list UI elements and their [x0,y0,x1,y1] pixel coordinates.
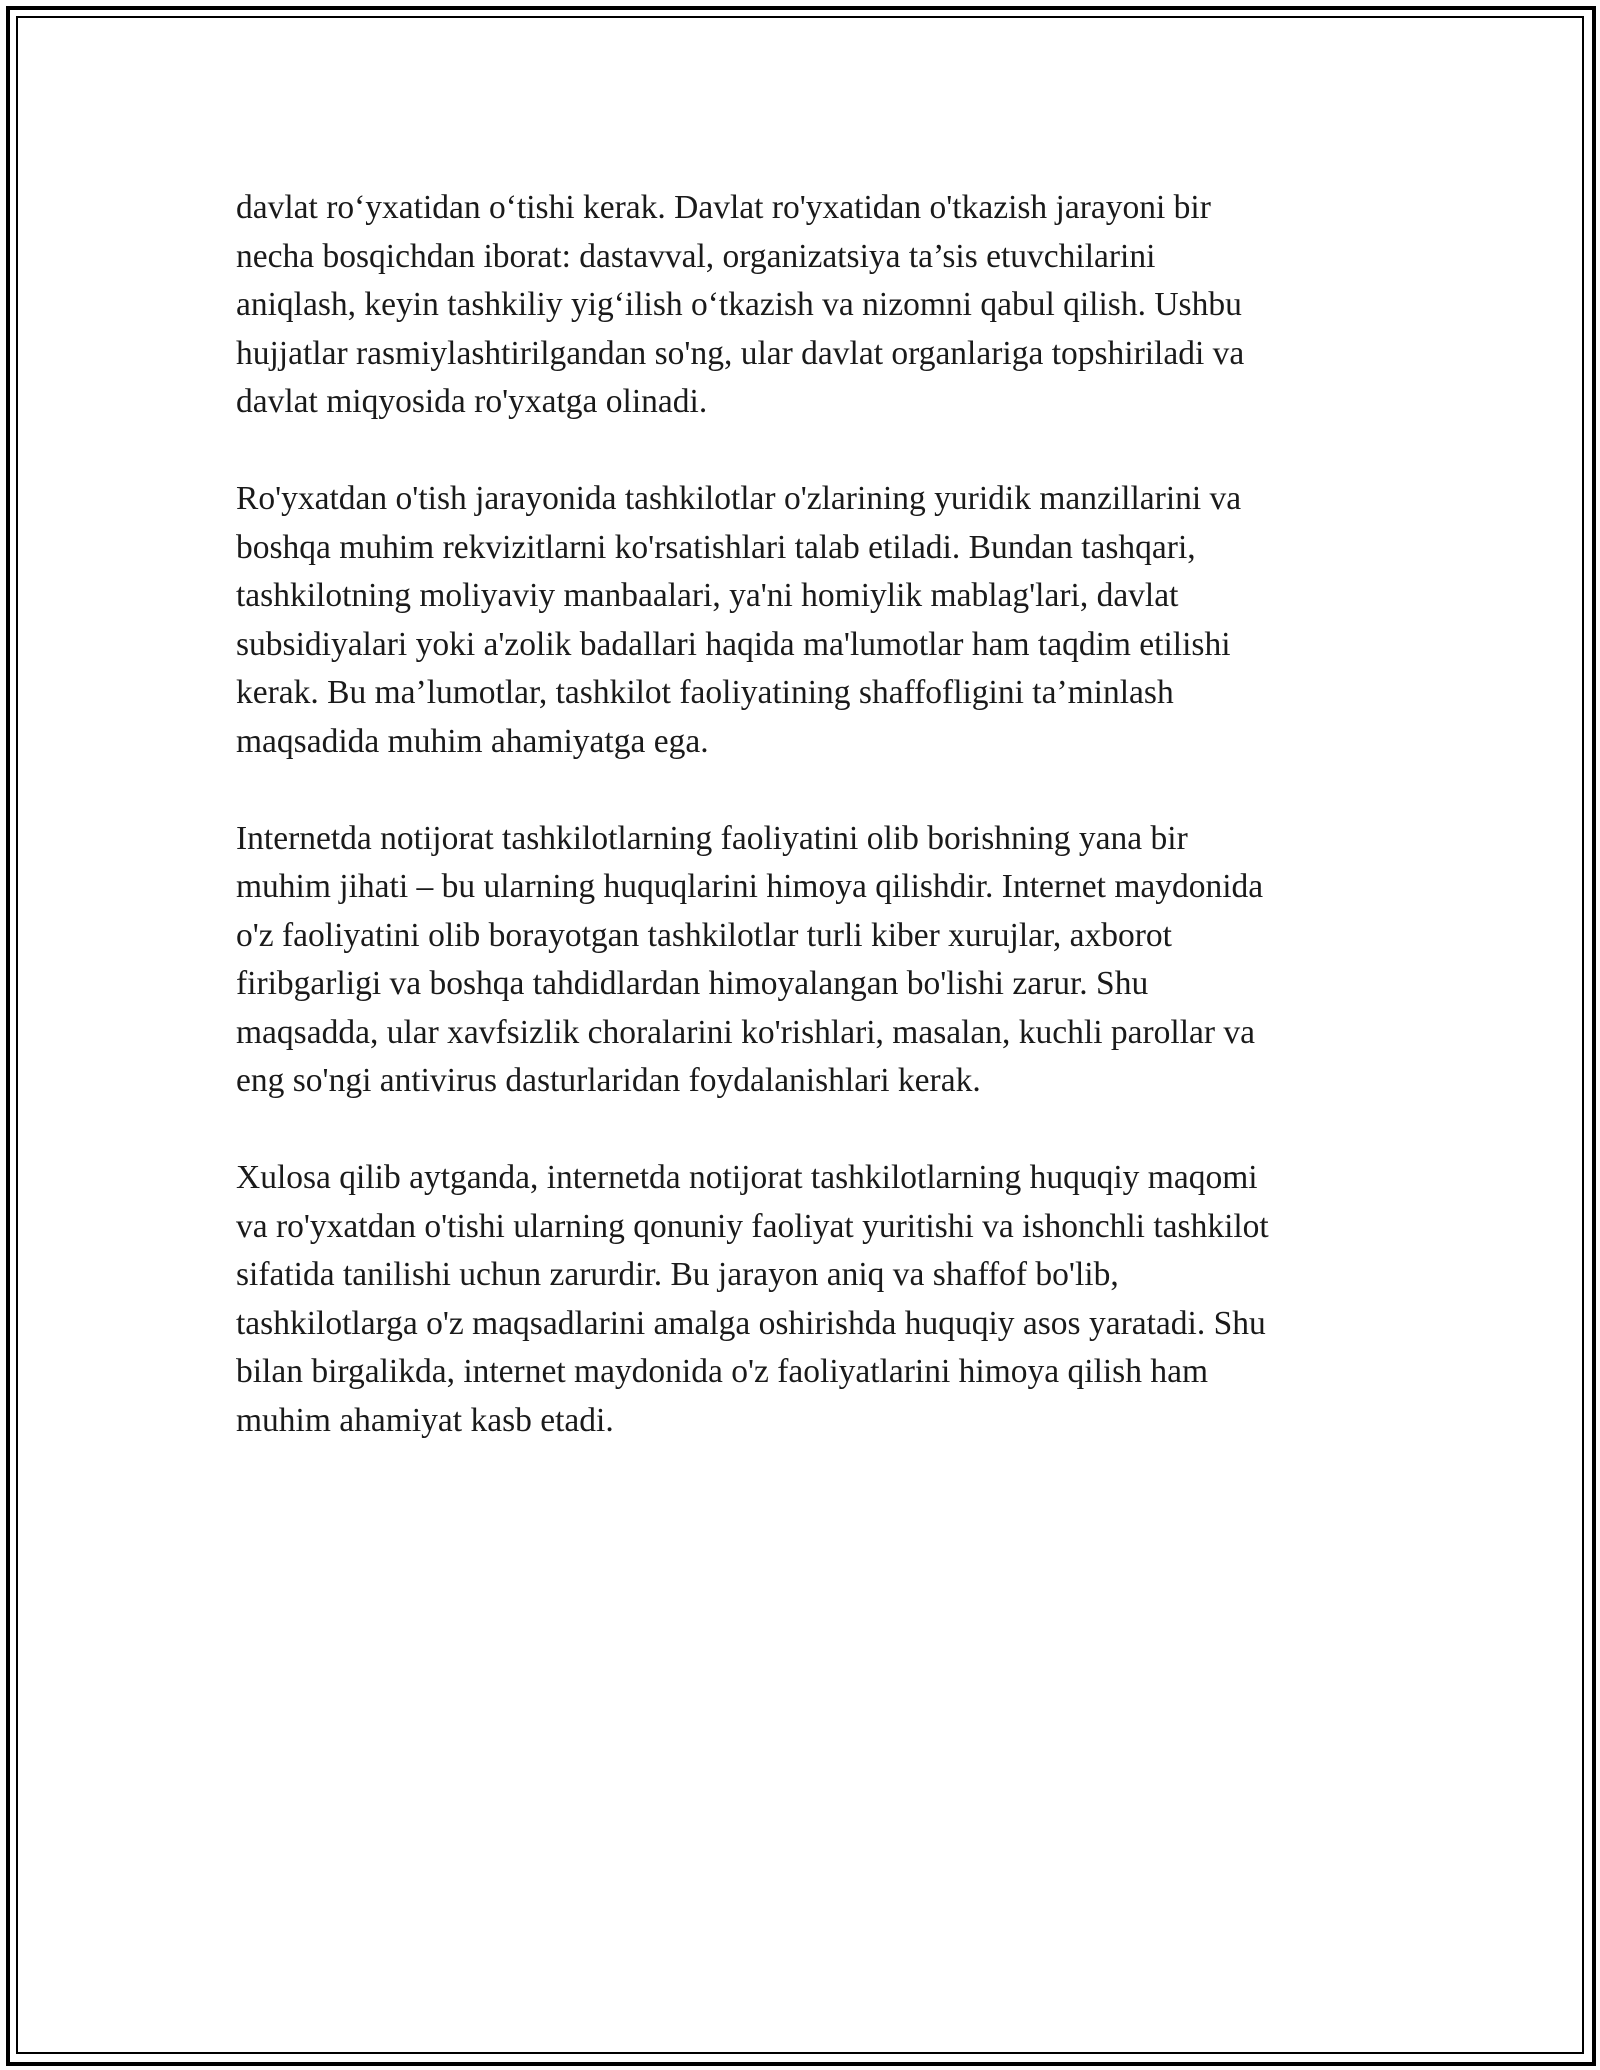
text-line: sifatida tanilishi uchun zarurdir. Bu jarayon aniq va shaffof bo'lib, [236,1256,1119,1293]
document-body [236,184,1386,1494]
text-line: boshqa muhim rekvizitlarni ko'rsatishlari talab etiladi. Bundan tashqari, [236,528,1196,566]
text-line: tashkilotlarga o'z maqsadlarini amalga oshirishda huquqiy asos yaratadi. Shu [236,1304,1266,1342]
text-line: maqsadda, ular xavfsizlik choralarini ko'rishlari, masalan, kuchli parollar va [236,1013,1256,1051]
text-line: davlat ro‘yxatidan o‘tishi kerak. Davlat ro'yxatidan o'tkazish jarayoni bir [236,189,1211,226]
text-line: Internetda notijorat tashkilotlarning faoliyatini olib borishning yana bir [236,819,1188,857]
paragraph-2 [236,475,1386,766]
text-line: maqsadida muhim ahamiyatga ega. [236,722,709,760]
text-line: Ro'yxatdan o'tish jarayonida tashkilotlar o'zlarining yuridik manzillarini va [236,480,1242,517]
paragraph-4 [236,1154,1386,1445]
paragraph-1 [236,184,1386,427]
text-line: aniqlash, keyin tashkiliy yig‘ilish o‘tkazish va nizomni qabul qilish. Ushbu [236,286,1242,323]
text-line: firibgarligi va boshqa tahdidlardan himoyalangan bo'lishi zarur. Shu [236,965,1149,1002]
text-line: o'z faoliyatini olib borayotgan tashkilotlar turli kiber xurujlar, axborot [236,916,1172,954]
text-line: kerak. Bu ma’lumotlar, tashkilot faoliyatining shaffofligini ta’minlash [236,674,1174,711]
text-line: subsidiyalari yoki a'zolik badallari haqida ma'lumotlar ham taqdim etilishi [236,625,1231,663]
text-line: davlat miqyosida ro'yxatga olinadi. [236,383,708,420]
text-line: hujjatlar rasmiylashtirilgandan so'ng, ular davlat organlariga topshiriladi va [236,334,1245,372]
text-line: necha bosqichdan iborat: dastavval, organizatsiya ta’sis etuvchilarini [236,237,1156,275]
text-line: muhim jihati – bu ularning huquqlarini himoya qilishdir. Internet maydonida [236,868,1264,905]
text-line: muhim ahamiyat kasb etadi. [236,1401,614,1439]
paragraph-3 [236,815,1386,1106]
text-line: Xulosa qilib aytganda, internetda notijorat tashkilotlarning huquqiy maqomi [236,1159,1258,1196]
text-line: va ro'yxatdan o'tishi ularning qonuniy faoliyat yuritishi va ishonchli tashkilot [236,1207,1269,1245]
text-line: eng so'ngi antivirus dasturlaridan foydalanishlari kerak. [236,1062,981,1099]
text-line: tashkilotning moliyaviy manbaalari, ya'ni homiylik mablag'lari, davlat [236,577,1179,614]
text-line: bilan birgalikda, internet maydonida o'z faoliyatlarini himoya qilish ham [236,1353,1209,1390]
